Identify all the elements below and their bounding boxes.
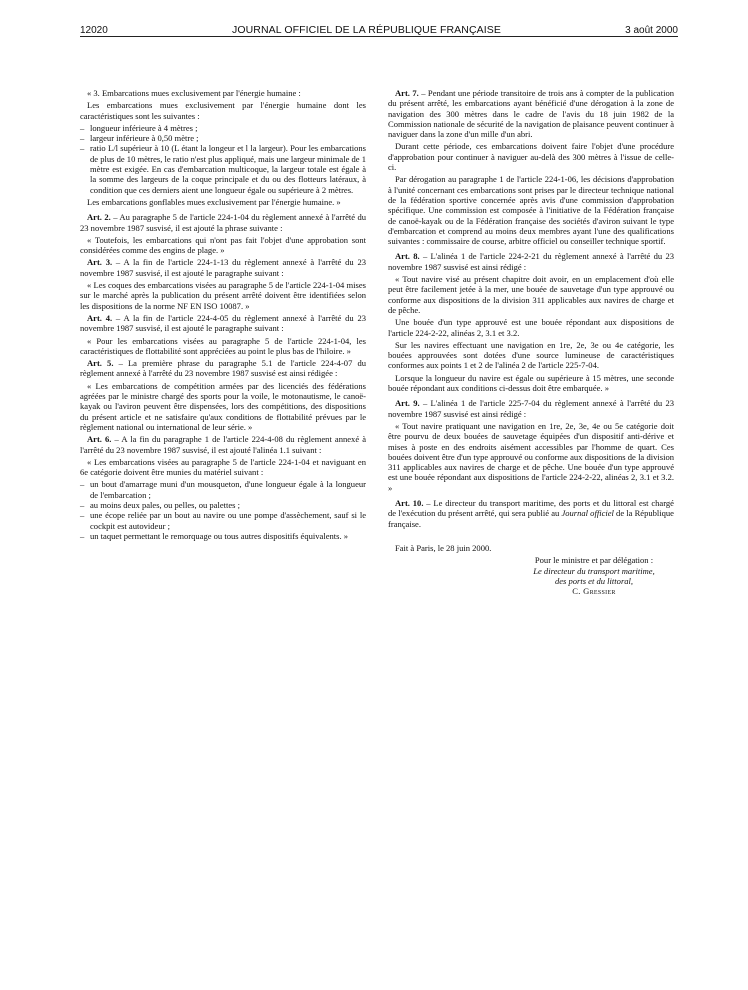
characteristics-list	[80, 123, 366, 195]
article-quote: « Les embarcations visées au paragraphe 5 de l'article 224-1-04 et naviguant en 6e catégorie doivent être munies du matériel suivant :	[80, 456, 366, 478]
list-item: – largeur inférieure à 0,50 mètre ;	[80, 133, 366, 143]
signatory-title: des ports et du littoral,	[554, 575, 634, 586]
journal-title: JOURNAL OFFICIEL DE LA RÉPUBLIQUE FRANÇAISE	[231, 24, 501, 36]
signature-block	[514, 555, 674, 597]
article-text: – Au paragraphe 5 de l'article 224-1-04 du règlement annexé à l'arrêté du 23 novembre 1987 susvisé, il est ajouté la phrase suivante :	[80, 212, 366, 233]
paragraph: Lorsque la longueur du navire est égale ou supérieure à 15 mètres, une seconde bouée répondant aux conditions ci-dessus doit être embarquée. »	[388, 372, 674, 394]
article-text: de la République française.	[388, 508, 674, 529]
journal-name: Journal officiel	[561, 508, 614, 519]
page-header	[80, 10, 678, 37]
article-label: Art. 9.	[395, 398, 420, 409]
paragraph: Par dérogation au paragraphe 1 de l'article 224-1-06, les décisions d'approbation à l'unité concernant ces embarcations sont prises par le directeur technique national de la fédération sportive concernée après avis d'une commission d'approbation spécifique. Une commission est composée à l'initiative de la Fédération française de canoë-kayak ou de la Fédération française des sociétés d'aviron suivant le type d'embarcation et comprend au moins deux membres ayant l'une des qualifications suivantes : commissaire de course, arbitre officiel ou conseiller technique sportif.	[388, 174, 674, 247]
article-quote: « Les coques des embarcations visées au paragraphe 5 de l'article 224-1-04 mises sur le marché après la publication du présent arrêté doivent être identifiées selon les dispositions de la norme NF EN ISO 10087. »	[80, 280, 366, 311]
article-label: Art. 2.	[87, 212, 111, 223]
article-text: – A la fin du paragraphe 1 de l'article 224-4-08 du règlement annexé à l'arrêté du 23 novembre 1987 susvisé, il est ajouté l'alinéa 1.1 suivant :	[80, 434, 366, 455]
article-5	[80, 358, 366, 379]
article-label: Art. 6.	[87, 434, 112, 445]
list-item: – une écope reliée par un bout au navire ou une pompe d'assèchement, sauf si le cockpit est autovideur ;	[80, 510, 366, 531]
article-quote: « Pour les embarcations visées au paragraphe 5 de l'article 224-1-04, les caractéristiques de flottabilité sont appréciées au point le plus bas de l'hiloire. »	[80, 335, 366, 356]
article-text: – A la fin de l'article 224-1-13 du règlement annexé à l'arrêté du 23 novembre 1987 susvisé, il est ajouté le paragraphe suivant :	[80, 257, 366, 278]
article-text: – Le directeur du transport maritime, des ports et du littoral est chargé de l'exécution du présent arrêté, qui sera publié au	[388, 497, 674, 519]
article-label: Art. 3.	[87, 257, 113, 268]
article-3	[80, 257, 366, 278]
article-label: Art. 4.	[87, 312, 113, 323]
list-item: – longueur inférieure à 4 mètres ;	[80, 123, 366, 133]
paragraph: « 3. Embarcations mues exclusivement par l'énergie humaine :	[87, 88, 301, 98]
right-column	[388, 88, 674, 597]
paragraph: Une bouée d'un type approuvé est une bouée répondant aux dispositions de l'article 224-2-22, alinéas 2, 3.1 et 3.2.	[388, 317, 674, 338]
article-text: – La première phrase du paragraphe 5.1 de l'article 224-4-07 du règlement annexé à l'arrêté du 23 novembre 1987 susvisé est ainsi rédigée :	[80, 358, 366, 379]
article-text: – Pendant une période transitoire de trois ans à compter de la publication du présent arrêté, les embarcations ayant bénéficié d'une dérogation à la zone de navigation des 300 mètres dans le cadre de l'avis du 18 juin 1982 de la Commission nationale de sécurité de la navigation de plaisance peuvent continuer à naviguer dans la zone d'un mille d'un abri.	[388, 88, 674, 140]
article-8	[388, 251, 674, 272]
list-item: – un taquet permettant le remorquage ou tous autres dispositifs équivalents. »	[80, 531, 366, 541]
article-label: Art. 8.	[395, 251, 420, 262]
article-4	[80, 313, 366, 334]
article-label: Art. 5.	[87, 358, 114, 369]
article-text: – A la fin de l'article 224-4-05 du règlement annexé à l'arrêté du 23 novembre 1987 susvisé, il est ajouté le paragraphe suivant :	[80, 312, 366, 334]
list-item: – un bout d'amarrage muni d'un mousqueton, d'une longueur égale à la longueur de l'embarcation ;	[80, 479, 366, 500]
signatory-name: C. Gressier	[572, 586, 616, 597]
page-number: 12020	[80, 25, 108, 36]
article-9	[388, 398, 674, 419]
publication-date: 3 août 2000	[625, 25, 678, 36]
article-6	[80, 434, 366, 455]
article-7	[388, 88, 674, 139]
paragraph: Les embarcations mues exclusivement par l'énergie humaine dont les caractéristiques sont les suivantes :	[80, 100, 366, 121]
list-item: – ratio L/l supérieur à 10 (L étant la longeur et l la largeur). Pour les embarcations de plus de 10 mètres, le ratio n'est plus appliqué, mais une largeur minimale de 1 mètre est exigée. En cas d'embarcation multicoque, la largeur totale est égale à la somme des largeurs de la coque principale et du ou des flotteurs latéraux, à condition que ces derniers aient une longueur égale ou supérieure à 2 mètres.	[80, 143, 366, 194]
article-10	[388, 498, 674, 529]
paragraph: Durant cette période, ces embarcations doivent faire l'objet d'une procédure d'approbation pour continuer à naviguer au-delà des 300 mètres à l'issue de celle-ci.	[388, 141, 674, 173]
signatory-title: Le directeur du transport maritime,	[533, 565, 655, 576]
article-quote: « Les embarcations de compétition armées par des licenciés des fédérations agréées par le ministre chargé des sports pour la voile, le motonautisme, le canoë-kayak ou l'aviron peuvent être dispensées, lors des compétitions, des dispositions du présent article et ne satisfaire qu'aux conditions de flottabilité prévues par le règlement national ou international de leur série. »	[80, 380, 366, 432]
article-quote: « Tout navire visé au présent chapitre doit avoir, en un emplacement d'où elle peut être facilement jetée à la mer, une bouée de sauvetage d'un type approuvé ou conforme aux dispositions de la division 311 applicables aux navires de charge et de pêche.	[388, 274, 674, 315]
article-label: Art. 10.	[395, 497, 424, 508]
article-label: Art. 7.	[395, 88, 419, 98]
left-column	[80, 88, 366, 543]
article-quote: « Tout navire pratiquant une navigation en 1re, 2e, 3e, 4e ou 5e catégorie doit être pourvu de deux bouées de sauvetage équipées d'un dispositif anti-dérive et mises à poste en des endroits aisément accessibles par l'homme de quart. Ces bouées doivent être d'un type approuvé ou conforme aux dispositions de la division 311 applicables aux navires de charge et de pêche. Une bouée d'un type approuvé est une bouée répondant aux dispositions de l'article 224-2-22, alinéas 2, 3.1 et 3.2. »	[388, 420, 674, 493]
delegation-line: Pour le ministre et par délégation :	[534, 555, 654, 566]
list-item: – au moins deux pales, ou pelles, ou palettes ;	[80, 500, 366, 510]
paragraph: Sur les navires effectuant une navigation en 1re, 2e, 3e ou 4e catégorie, les bouées approuvées sont dotées d'une source lumineuse de caractéristiques conformes aux points 1 et 2 de l'alinéa 2 de l'article 225-7-04.	[388, 339, 674, 371]
article-text: – L'alinéa 1 de l'article 225-7-04 du règlement annexé à l'arrêté du 23 novembre 1987 susvisé est ainsi rédigé :	[388, 398, 674, 419]
equipment-list	[80, 479, 366, 541]
article-2	[80, 212, 366, 233]
paragraph: Les embarcations gonflables mues exclusivement par l'énergie humaine. »	[87, 196, 341, 207]
article-quote: « Toutefois, les embarcations qui n'ont pas fait l'objet d'une approbation sont considérées comme des engins de plage. »	[80, 234, 366, 256]
article-text: – L'alinéa 1 de l'article 224-2-21 du règlement annexé à l'arrêté du 23 novembre 1987 susvisé est ainsi rédigé :	[388, 251, 674, 272]
signing-place-date: Fait à Paris, le 28 juin 2000.	[395, 542, 492, 553]
